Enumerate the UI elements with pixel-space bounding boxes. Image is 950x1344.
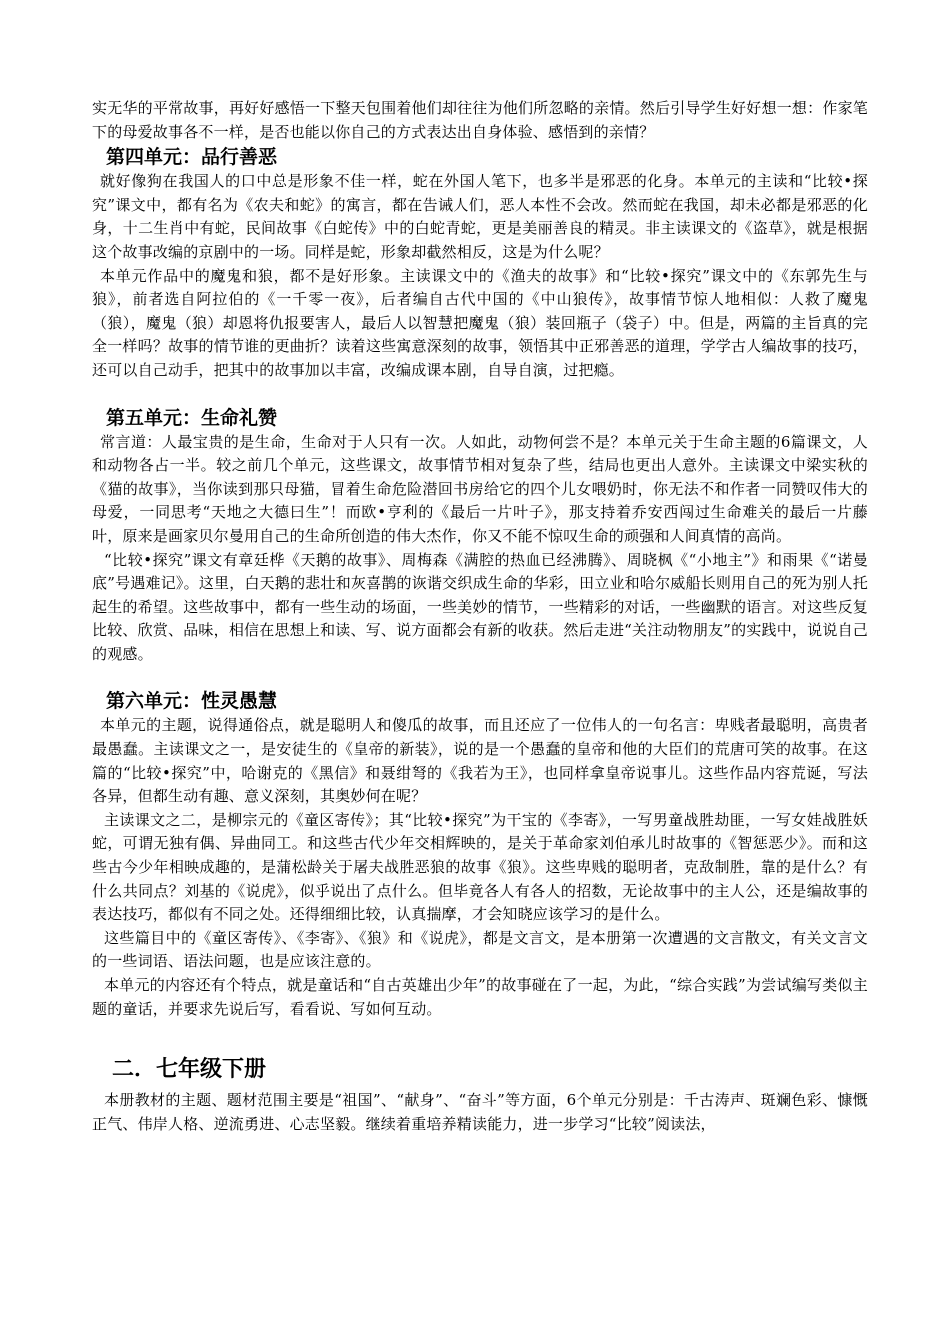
unit6-paragraph-2: 主读课文之二，是柳宗元的《童区寄传》；其“比较•探究”为干宝的《李寄》，一写男童战胜劫匪，一写女娃战胜妖蛇，可谓无独有偶、异曲同工。和这些古代少年交相辉映的，是关于革命家刘伯承儿时故事的《智惩恶少》。而和这些古今少年相映成趣的，是蒲松龄关于屠夫战胜恶狼的故事《狼》。这些卑贱的聪明者，克敌制胜，靠的是什么？有什么共同点？刘基的《说虎》，似乎说出了点什么。但毕竟各人有各人的招数，无论故事中的主人公，还是编故事的表达技巧，都似有不同之处。还得细细比较，认真揣摩，才会知晓应该学习的是什么。 (92, 810, 868, 924)
unit6-paragraph-1: 本单元的主题，说得通俗点，就是聪明人和傻瓜的故事，而且还应了一位伟人的一句名言：卑贱者最聪明，高贵者最愚蠢。主读课文之一，是安徒生的《皇帝的新装》，说的是一个愚蠢的皇帝和他的大臣们的荒唐可笑的故事。在这篇的“比较•探究”中，哈谢克的《黑信》和聂绀弩的《我若为王》，也同样拿皇帝说事儿。这些作品内容荒诞，写法各异，但都生动有趣、意义深刻，其奥妙何在呢？ (92, 716, 868, 806)
document-page (92, 97, 868, 1136)
intro-paragraph-1: 实无华的平常故事，再好好感悟一下整天包围着他们却往往为他们所忽略的亲情。然后引导学生好好想一想：作家笔下的母爱故事各不一样，是否也能以你自己的方式表达出自身体验、感悟到的亲情？ (92, 99, 868, 141)
spacer (92, 666, 868, 688)
unit6-paragraph-3: 这些篇目中的《童区寄传》、《李寄》、《狼》和《说虎》，都是文言文，是本册第一次遭遇的文言散文，有关文言文的一些词语、语法问题，也是应该注意的。 (92, 928, 868, 971)
spacer (92, 1021, 868, 1055)
unit5-paragraph-1: 常言道：人最宝贵的是生命，生命对于人只有一次。人如此，动物何尝不是？本单元关于生命主题的6篇课文，人和动物各占一半。较之前几个单元，这些课文，故事情节相对复杂了些，结局也更出人意外。主读课文中梁实秋的《猫的故事》，当你读到那只母猫，冒着生命危险潜回书房给它的四个儿女喂奶时，你无法不和作者一同赞叹伟大的母爱，一同思考“天地之大德曰生”！而欧•亨利的《最后一片叶子》，那支持着乔安西闯过生命难关的最后一片藤叶，原来是画家贝尔曼用自己的生命所创造的伟大杰作，你又不能不惊叹生命的顽强和人间真情的高尚。 (92, 432, 868, 545)
spacer (92, 383, 868, 405)
volume2-paragraph-1: 本册教材的主题、题材范围主要是“祖国”、“献身”、“奋斗”等方面，6个单元分别是：千古涛声、斑斓色彩、慷慨正气、伟岸人格、逆流勇进、心志坚毅。继续着重培养精读能力，进一步学习“比较”阅读法， (92, 1091, 868, 1133)
unit4-paragraph-2: 本单元作品中的魔鬼和狼，都不是好形象。主读课文中的《渔夫的故事》和“比较•探究”课文中的《东郭先生与狼》，前者选自阿拉伯的《一千零一夜》，后者编自古代中国的《中山狼传》，故事情节惊人地相似：人救了魔鬼（狼），魔鬼（狼）却恩将仇报要害人，最后人以智慧把魔鬼（狼）装回瓶子（袋子）中。但是，两篇的主旨真的完全一样吗？故事的情节谁的更曲折？读着这些寓意深刻的故事，领悟其中正邪善恶的道理，学学古人编故事的技巧，还可以自己动手，把其中的故事加以丰富，改编成课本剧，自导自演，过把瘾。 (92, 266, 868, 379)
unit6-heading: 第六单元：性灵愚慧 (106, 690, 278, 713)
volume2-heading: 二．七年级下册 (112, 1057, 267, 1083)
unit6-paragraph-4: 本单元的内容还有个特点，就是童话和“自古英雄出少年”的故事碰在了一起，为此，“综合实践”为尝试编写类似主题的童话，并要求先说后写，看看说、写如何互动。 (92, 976, 868, 1018)
unit4-heading: 第四单元：品行善恶 (106, 146, 278, 169)
unit5-paragraph-2: “比较•探究”课文有章廷桦《天鹅的故事》、周梅森《满腔的热血已经沸腾》、周晓枫《“小地主”》和雨果《“诺曼底”号遇难记》。这里，白天鹅的悲壮和灰喜鹊的诙谐交织成生命的华彩，田立业和哈尔威船长则用自己的死为别人托起生的希望。这些故事中，都有一些生动的场面，一些美妙的情节，一些精彩的对话，一些幽默的语言。对这些反复比较、欣赏、品味，相信在思想上和读、写、说方面都会有新的收获。然后走进“关注动物朋友”的实践中，说说自己的观感。 (92, 550, 868, 663)
unit5-heading: 第五单元：生命礼赞 (106, 406, 278, 429)
unit4-paragraph-1: 就好像狗在我国人的口中总是形象不佳一样，蛇在外国人笔下，也多半是邪恶的化身。本单元的主读和“比较•探究”课文中，都有名为《农夫和蛇》的寓言，都在告诫人们，恶人本性不会改。然而蛇在我国，却未必都是邪恶的化身，十二生肖中有蛇，民间故事《白蛇传》中的白蛇青蛇，更是美丽善良的精灵。非主读课文的《盗草》，就是根据这个故事改编的京剧中的一场。同样是蛇，形象却截然相反，这是为什么呢？ (92, 172, 868, 261)
